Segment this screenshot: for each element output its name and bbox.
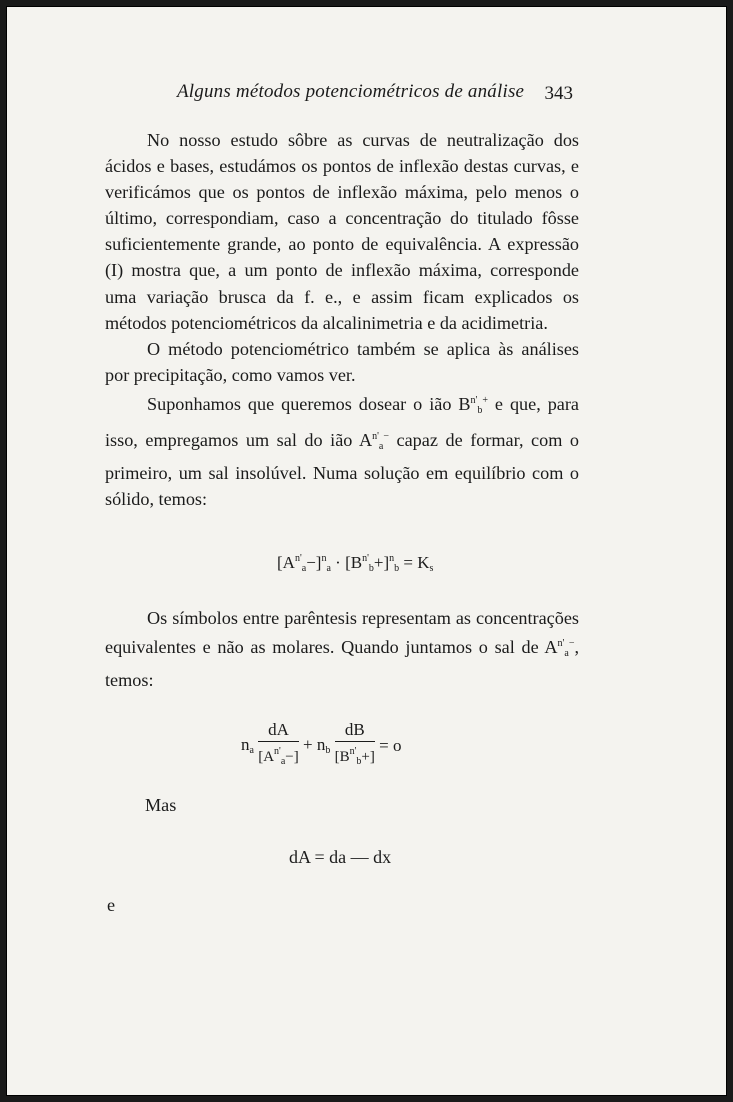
paragraph-symbols: Os símbolos entre parêntesis representam as concentrações equivalentes e não as molares. Quando juntamos o sal de $A^{n'}_a^-$, temos: xyxy=(105,608,579,691)
fraction-da: $\frac{dA}{[A^{n'}_a-]}$ xyxy=(258,720,299,767)
differential-equation: $n_a$ $\frac{dA}{[A^{n'}_a-]}$ + $n_b$ $\frac{dB}{[B^{n'}_b+]}$ = o xyxy=(241,719,481,769)
word-e: e xyxy=(107,895,116,915)
paragraph-neutralization: No nosso estudo sôbre as curvas de neutralização dos ácidos e bases, estudámos os pontos de inflexão destas curvas, e verificámos que os pontos de inflexão máxima, pelo menos o último, correspondiam, caso a concentração do titulado fôsse suficientemente grande, ao ponto de equivalência. A expressão (I) mostra que, a um ponto de inflexão máxima, corresponde uma variação brusca da f. e., e assim ficam explicados os métodos potenciométricos da alcalinimetria e da acidimetria. xyxy=(105,130,579,333)
fraction-db: $\frac{dB}{[B^{n'}_b+]}$ xyxy=(334,720,375,767)
word-mas: Mas xyxy=(145,795,177,815)
paragraph-precipitation: O método potenciométrico também se aplica às análises por precipitação, como vamos ver. xyxy=(105,338,579,385)
body-text-top xyxy=(105,127,579,512)
running-header xyxy=(177,81,577,111)
solubility-product-equation: $[A^{n'}_a-]^n_a \cdot [B^{n'}_b+]^n_b = K_s$ xyxy=(277,553,434,574)
running-title: Alguns métodos potenciométricos de análise xyxy=(177,81,525,102)
body-text-middle xyxy=(105,605,579,693)
book-page xyxy=(6,6,727,1096)
page-number: 343 xyxy=(544,83,573,104)
paragraph-suppose: Suponhamos que queremos dosear o ião $B^{n'}_b^+$ e que, para isso, empregamos um sal do ião $A^{n'}_a^-$ capaz de formar, com o primeiro, um sal insolúvel. Numa solução em equilíbrio com o sólido, temos: xyxy=(105,393,579,510)
da-equation: dA = da — dx xyxy=(289,847,392,867)
